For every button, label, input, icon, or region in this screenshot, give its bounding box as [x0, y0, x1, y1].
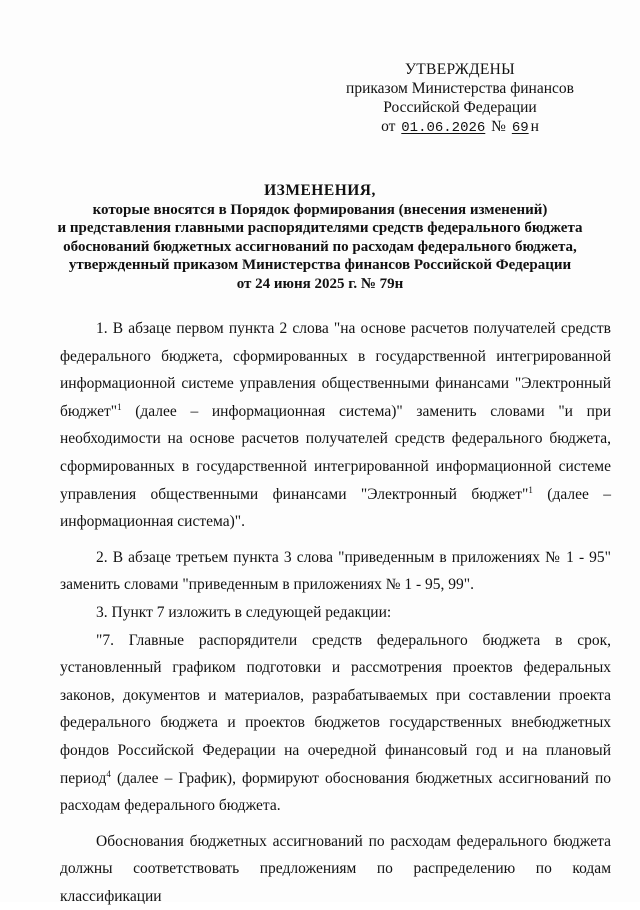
- paragraph-1: [60, 315, 611, 536]
- document-body: [60, 315, 611, 910]
- approval-country-line: Российской Федерации: [383, 99, 537, 116]
- footnote-ref-1: 1: [117, 401, 122, 412]
- approval-title: УТВЕРЖДЕНЫ: [405, 61, 515, 78]
- date-prefix: от: [381, 118, 396, 135]
- heading-line-3: обоснований бюджетных ассигнований по расходам федерального бюджета,: [63, 238, 577, 255]
- paragraph-4: [60, 627, 611, 820]
- paragraph-2: 2. В абзаце третьем пункта 3 слова "приведенным в приложениях № 1 - 95" заменить словами "приведенным в приложениях № 1 - 95, 99".: [60, 548, 611, 594]
- number-prefix: №: [491, 118, 506, 135]
- footnote-ref-4: 4: [106, 768, 111, 779]
- heading-line-2: и представления главными распорядителями средств федерального бюджета: [57, 220, 583, 236]
- paragraph-5: Обоснования бюджетных ассигнований по расходам федерального бюджета должны соответствовать предложениям по распределению по кодам классификации: [60, 832, 611, 905]
- heading-title: ИЗМЕНЕНИЯ,: [264, 182, 376, 199]
- heading-line-4: утвержденный приказом Министерства финансов Российской Федерации: [68, 257, 572, 273]
- number-suffix: н: [530, 118, 539, 135]
- heading-line-1: которые вносятся в Порядок формирования (внесения изменений): [92, 201, 548, 218]
- paragraph-4-part-b: (далее – График), формируют обоснования бюджетных ассигнований по расходам федерального бюджета.: [60, 769, 611, 815]
- paragraph-3: 3. Пункт 7 изложить в следующей редакции:: [96, 603, 392, 621]
- heading-line-5: от 24 июня 2025 г. № 79н: [236, 275, 404, 292]
- paragraph-1-part-c: (далее – информационная система)".: [60, 485, 611, 531]
- document-heading: [40, 182, 600, 293]
- approval-date-line: [330, 117, 590, 138]
- paragraph-1-part-a: 1. В абзаце первом пункта 2 слова "на основе расчетов получателей средств федерального бюджета, сформированных в государственной интегрированной информационной системе управления общественными финансами "Электронный бюджет": [60, 320, 611, 420]
- approval-block: [330, 60, 590, 138]
- paragraph-4-part-a: "7. Главные распорядители средств федерального бюджета в срок, установленный графиком подготовки и рассмотрения проектов федеральных законов, документов и материалов, разрабатываемых при составлении проекта федерального бюджета и проектов бюджетов государственных внебюджетных фондов Российской Федерации на очередной финансовый год и на плановый период: [60, 631, 611, 787]
- order-date: 01.06.2026: [401, 120, 486, 136]
- footnote-ref-1b: 1: [528, 484, 533, 495]
- order-number: 69: [511, 120, 529, 136]
- approval-issuer-line: приказом Министерства финансов: [346, 80, 574, 97]
- paragraph-1-part-b: (далее – информационная система)" заменить словами "и при необходимости на основе расчетов получателей средств федерального бюджета, сформированных в государственной интегрированной информационной системе управления общественными финансами "Электронный бюджет": [60, 402, 611, 503]
